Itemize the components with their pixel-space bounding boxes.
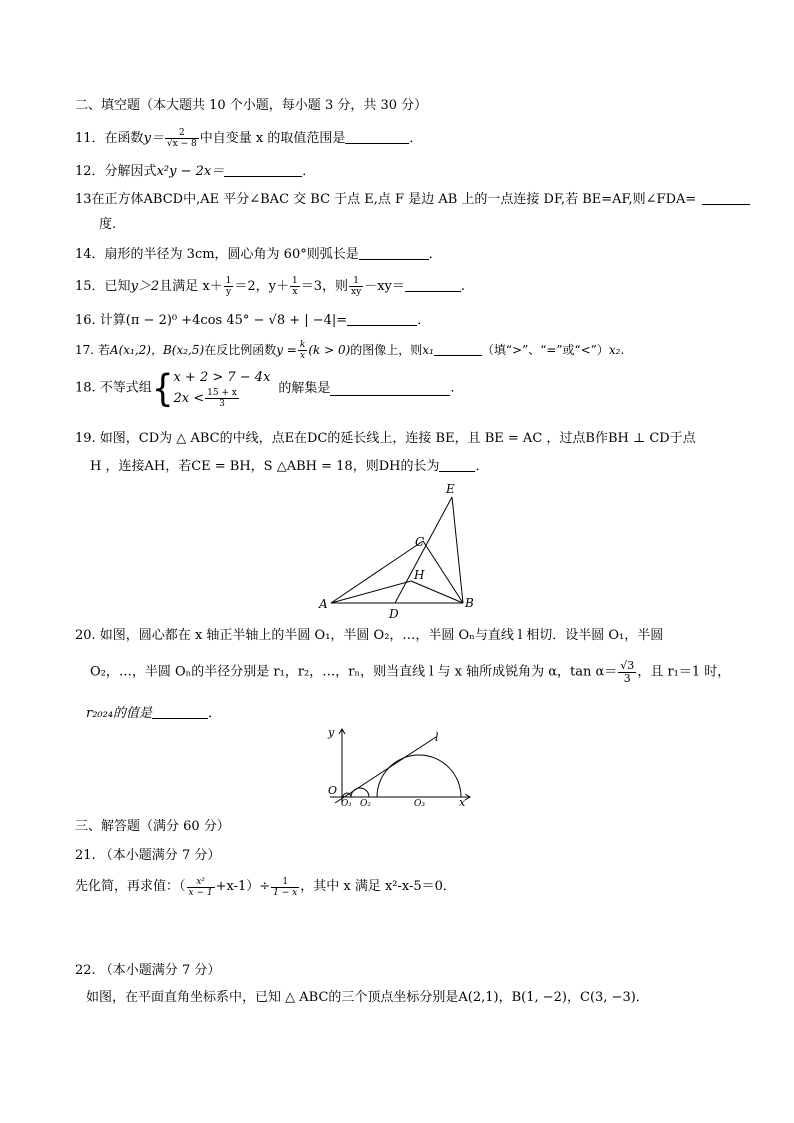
q20-line3-text: r₂₀₂₄的值是	[86, 706, 153, 721]
q20-label-x: x	[459, 796, 466, 809]
q18-ineq2	[173, 388, 270, 409]
question-20-line-2	[90, 660, 730, 685]
answer-blank-16[interactable]	[347, 311, 417, 326]
q20-end: ．	[208, 706, 222, 721]
answer-blank-18[interactable]	[330, 381, 450, 396]
q12-number: 12．	[75, 164, 105, 179]
q20-line2-a: O₂，…，半圆 Oₙ的半径分别是 r₁，r₂，…，rₙ，则当直线 l 与 x 轴所成锐角为 α，tan α＝	[90, 664, 618, 680]
q17-frac-den: x	[300, 351, 306, 361]
q11-frac-num: 2	[165, 128, 199, 139]
q20-label-O: O	[328, 784, 338, 797]
q20-tan-num: √3	[620, 659, 635, 672]
q21-fraction-2	[271, 877, 299, 898]
q12-expr: x²y − 2x＝	[156, 164, 225, 179]
q20-figure-lines	[330, 729, 470, 804]
answer-blank-15[interactable]	[405, 277, 461, 292]
question-16	[75, 311, 430, 330]
q20-label-O2: O₂	[360, 799, 371, 809]
q11-pre: 在函数	[104, 131, 144, 146]
answer-blank-13[interactable]	[702, 190, 750, 205]
question-21-title: 21. （本小题满分 7 分）	[75, 848, 221, 863]
q20-label-O1: O₁	[341, 799, 352, 809]
q11-fraction	[165, 128, 199, 149]
q19-label-C: C	[415, 535, 425, 549]
q15-f2-num: 1	[292, 276, 298, 286]
q20-tan-den: 3	[623, 672, 631, 685]
q17-end: .	[620, 343, 625, 357]
q19-label-B: B	[465, 596, 474, 610]
q15-f2-den: x	[292, 287, 298, 297]
q17-x1: x₁	[422, 343, 434, 357]
q15-fraction-2	[290, 276, 300, 297]
q21-f1-num: x²	[187, 877, 215, 888]
q11-func: y＝	[143, 131, 164, 146]
q18-ineq2-fraction	[205, 388, 239, 409]
question-17	[75, 340, 624, 361]
question-11	[75, 128, 422, 149]
q19-label-D: D	[389, 607, 399, 621]
q17-frac-num: k	[299, 340, 306, 350]
q15-eq2: ＝3，则	[300, 279, 349, 294]
q11-post: 中自变量 x 的取值范围是	[199, 131, 346, 146]
q17-mid: 在反比例函数	[204, 343, 277, 357]
q18-brace: {	[151, 366, 174, 411]
q21-pre: 先化简，再求值：（	[75, 879, 186, 894]
q20-line2-b: ，且 r₁＝1 时，	[637, 664, 731, 680]
q15-fraction-3	[349, 276, 363, 297]
question-12	[75, 162, 315, 181]
q18-ineq2-lhs: 2x <	[173, 391, 205, 406]
q17-func: y =	[276, 343, 297, 357]
q12-end: ．	[302, 164, 316, 179]
q13-text: 13在正方体ABCD中,AE 平分∠BAC 交 BC 于点 E,点 F 是边 AB 上的一点连接 DF,若 BE=AF,则∠FDA=	[75, 192, 697, 207]
q15-f3-num: 1	[349, 276, 363, 287]
section-2-heading: 二、填空题（本大题共 10 个小题，每小题 3 分，共 30 分）	[75, 98, 428, 113]
q11-number: 11．	[75, 131, 105, 146]
q18-post: 的解集是	[278, 380, 331, 396]
section-3-heading: 三、解答题（满分 60 分）	[75, 819, 230, 834]
q15-mid: 且满足 x＋	[159, 279, 223, 294]
question-15	[75, 276, 465, 297]
q17-cond: (k > 0)	[308, 343, 351, 357]
q19-label-H: H	[414, 568, 425, 582]
question-21-body	[75, 876, 456, 899]
q21-f2-num: 1	[271, 877, 299, 888]
q18-end: ．	[450, 380, 464, 396]
q14-end: ．	[428, 247, 442, 262]
q18-pre: 18. 不等式组	[75, 380, 152, 396]
q11-frac-den: √x − 8	[166, 139, 197, 149]
q21-f1-den: x − 1	[188, 887, 213, 898]
question-13	[75, 190, 750, 209]
q17-pre: 17. 若	[75, 343, 110, 357]
q15-eq1: ＝2，y＋	[234, 279, 290, 294]
q19-figure-lines	[331, 497, 463, 603]
q20-label-l: l	[435, 731, 439, 744]
answer-blank-12[interactable]	[224, 162, 302, 177]
question-20-line-3	[86, 704, 221, 723]
q16-text: 16. 计算(π − 2)⁰ +4cos 45° − √8 + | −4|=	[75, 313, 348, 328]
q19-triangle-figure	[315, 478, 485, 623]
question-13-tail: 度.	[99, 217, 117, 232]
q15-f3-den: xy	[351, 287, 362, 297]
question-20-line-1: 20. 如图，圆心都在 x 轴正半轴上的半圆 O₁，半圆 O₂，…，半圆 Oₙ与直线 l 相切．设半圆 O₁，半圆	[75, 628, 664, 643]
q18-ineq2-num: 15 + x	[207, 388, 237, 398]
q12-pre: 分解因式	[104, 164, 157, 179]
q15-eq3: －xy＝	[364, 279, 405, 294]
q20-tan-fraction	[618, 660, 636, 685]
q17-points: A(x₁,2)，B(x₂,5)	[109, 343, 205, 357]
q15-end: .	[460, 279, 466, 294]
q19-end: ．	[475, 459, 489, 474]
q20-label-y: y	[328, 726, 335, 739]
q19-label-A: A	[319, 597, 328, 611]
q21-f2-den: 1 − x	[273, 887, 298, 898]
q19-line2-text: H ，连接AH，若CE = BH，S △ABH = 18，则DH的长为	[90, 459, 440, 474]
q14-text: 14．扇形的半径为 3cm，圆心角为 60°则弧长是	[75, 247, 359, 262]
q20-semicircle-figure	[325, 726, 475, 812]
q16-end: ．	[417, 313, 431, 328]
q15-pre: 已知	[104, 279, 131, 294]
question-19-line-1: 19. 如图，CD为 △ ABC的中线，点E在DC的延长线上，连接 BE，且 BE = AC ，过点B作BH ⊥ CD于点	[75, 431, 696, 446]
question-14	[75, 245, 442, 264]
q17-x2: x₂	[608, 343, 621, 357]
question-19-line-2	[90, 457, 488, 476]
q15-cond: y＞2	[130, 279, 160, 294]
q15-f1-den: y	[225, 287, 232, 297]
q15-f1-num: 1	[225, 276, 232, 286]
q18-ineq2-den: 3	[219, 399, 225, 409]
q17-fraction	[298, 340, 307, 361]
answer-blank-14[interactable]	[359, 245, 429, 260]
answer-blank-11[interactable]	[345, 129, 409, 144]
answer-blank-20[interactable]	[152, 704, 208, 719]
q21-mid: +x-1）÷	[215, 879, 271, 894]
question-18	[75, 368, 463, 409]
q18-ineq1: x + 2 > 7 − 4x	[173, 370, 271, 385]
answer-blank-19[interactable]	[439, 457, 475, 472]
q11-end: ．	[409, 131, 423, 146]
q17-mid2: 的图像上，则	[350, 343, 423, 357]
q21-post: ，其中 x 满足 x²-x-5＝0．	[300, 879, 456, 894]
answer-blank-17[interactable]	[434, 341, 482, 356]
question-22-title: 22. （本小题满分 7 分）	[75, 963, 221, 978]
q21-fraction-1	[187, 877, 215, 898]
question-22-body: 如图，在平面直角坐标系中，已知 △ ABC的三个顶点坐标分别是A(2,1)，B(1, −2)，C(3, −3)．	[86, 990, 649, 1005]
q17-hint: （填“>”、“=”或“<”）	[481, 343, 609, 357]
q15-fraction-1	[224, 276, 234, 297]
q15-number: 15．	[75, 279, 105, 294]
q20-label-O3: O₃	[414, 799, 425, 809]
q19-label-E: E	[446, 482, 455, 496]
q18-system	[173, 368, 270, 409]
